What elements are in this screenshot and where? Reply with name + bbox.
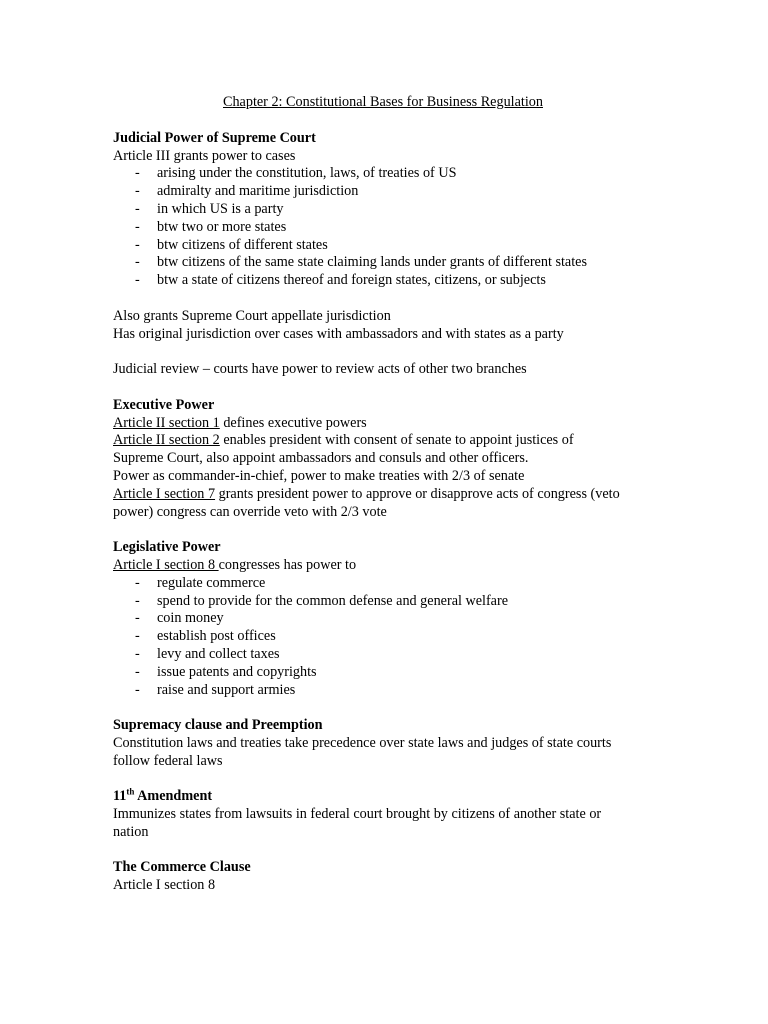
executive-line-6: power) congress can override veto with 2/3 vote [113, 503, 387, 520]
list-item: - coin money [135, 610, 224, 627]
executive-line-4: Power as commander-in-chief, power to make treaties with 2/3 of senate [113, 467, 525, 484]
page-title: Chapter 2: Constitutional Bases for Business Regulation [223, 94, 543, 110]
legislative-list [113, 575, 653, 700]
judicial-review: Judicial review – courts have power to review acts of other two branches [113, 361, 527, 378]
list-item: - levy and collect taxes [135, 645, 280, 662]
executive-line-1: Article II section 1 defines executive powers [113, 414, 367, 431]
list-item: - regulate commerce [135, 574, 266, 591]
document-content [113, 94, 653, 895]
list-item: - btw citizens of different states [135, 236, 328, 253]
article-ref: Article II section 1 [113, 414, 220, 431]
list-item: - btw two or more states [135, 218, 287, 235]
list-item: - raise and support armies [135, 681, 296, 698]
commerce-heading: The Commerce Clause [113, 859, 251, 876]
legislative-intro: Article I section 8 congresses has power to [113, 556, 357, 573]
executive-line-2: Article II section 2 enables president with consent of senate to appoint justices of [113, 432, 574, 449]
list-item: - btw a state of citizens thereof and foreign states, citizens, or subjects [135, 272, 546, 289]
judicial-list [113, 165, 653, 290]
supremacy-heading: Supremacy clause and Preemption [113, 717, 323, 734]
list-item: - in which US is a party [135, 200, 284, 217]
article-ref: Article I section 8 [113, 556, 219, 573]
judicial-original: Has original jurisdiction over cases with ambassadors and with states as a party [113, 325, 564, 342]
list-item: - admiralty and maritime jurisdiction [135, 183, 359, 200]
supremacy-line-2: follow federal laws [113, 752, 223, 769]
executive-line-5: Article I section 7 grants president power to approve or disapprove acts of congress (veto [113, 485, 620, 502]
list-item: - arising under the constitution, laws, of treaties of US [135, 165, 457, 182]
executive-heading: Executive Power [113, 396, 215, 413]
judicial-intro: Article III grants power to cases [113, 147, 296, 164]
list-item: - btw citizens of the same state claiming lands under grants of different states [135, 254, 587, 271]
article-ref: Article I section 7 [113, 485, 216, 502]
eleventh-line-1: Immunizes states from lawsuits in federal court brought by citizens of another state or [113, 806, 602, 823]
executive-line-3: Supreme Court, also appoint ambassadors and consuls and other officers. [113, 450, 529, 467]
list-item: - establish post offices [135, 628, 276, 645]
eleventh-amendment-heading: 11th Amendment [113, 786, 213, 805]
article-ref: Article II section 2 [113, 432, 220, 449]
list-item: - spend to provide for the common defense and general welfare [135, 592, 509, 609]
supremacy-line-1: Constitution laws and treaties take precedence over state laws and judges of state courts [113, 734, 612, 751]
eleventh-line-2: nation [113, 823, 149, 840]
commerce-line-1: Article I section 8 [113, 877, 216, 894]
judicial-appellate: Also grants Supreme Court appellate jurisdiction [113, 307, 391, 324]
judicial-heading: Judicial Power of Supreme Court [113, 129, 316, 146]
list-item: - issue patents and copyrights [135, 663, 317, 680]
legislative-heading: Legislative Power [113, 539, 221, 556]
